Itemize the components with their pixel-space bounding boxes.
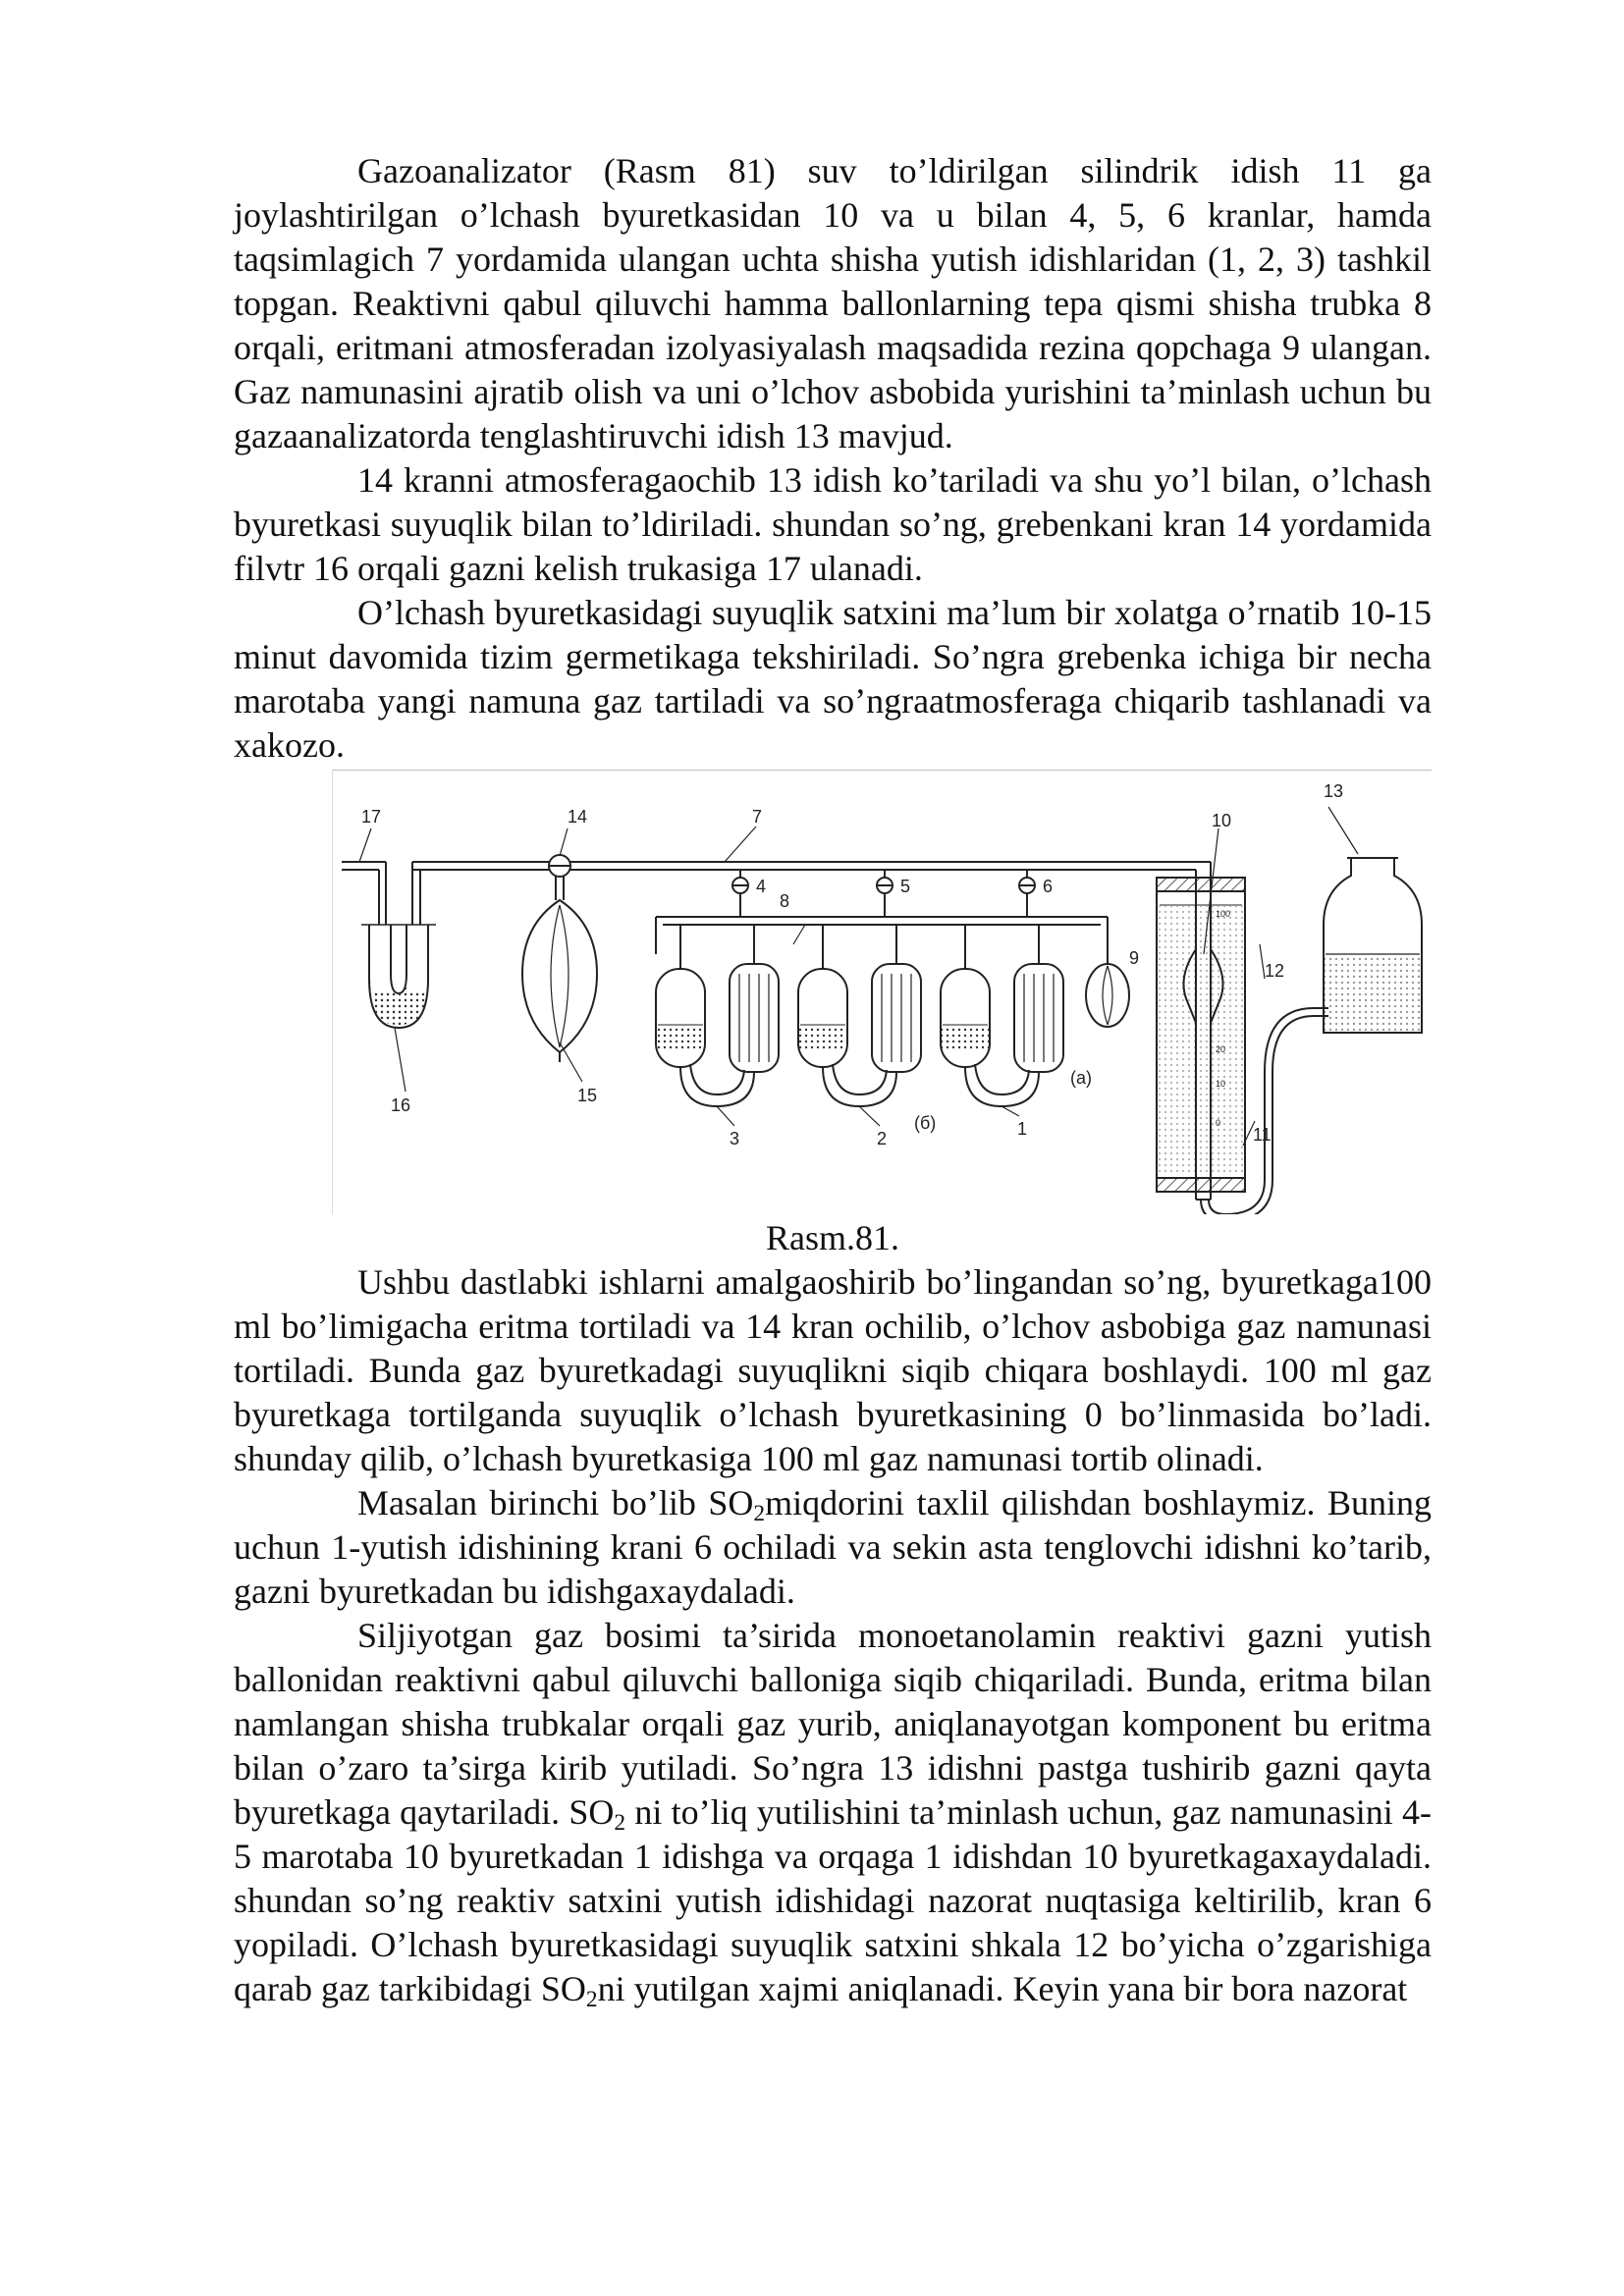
- label-12: 12: [1265, 961, 1285, 981]
- absorber-2: [798, 925, 921, 1106]
- paragraph-4: [234, 1260, 1432, 1481]
- scale-20: 20: [1216, 1044, 1226, 1054]
- label-15: 15: [577, 1086, 598, 1105]
- rubber-bag-9: [1086, 954, 1129, 1027]
- figure-81: [234, 768, 1432, 1214]
- absorber-3: [656, 925, 779, 1106]
- label-13: 13: [1324, 781, 1344, 801]
- absorber-1: [941, 925, 1063, 1106]
- label-10: 10: [1212, 811, 1232, 830]
- scale-100: 100: [1216, 909, 1231, 919]
- label-1: 1: [1017, 1119, 1028, 1139]
- label-a: (а): [1070, 1068, 1092, 1088]
- label-11: 11: [1253, 1125, 1272, 1145]
- label-4: 4: [756, 877, 767, 896]
- label-5: 5: [900, 877, 911, 896]
- label-6: 6: [1043, 877, 1054, 896]
- label-14: 14: [568, 807, 588, 827]
- label-2: 2: [877, 1129, 888, 1148]
- label-16: 16: [391, 1095, 411, 1115]
- document-page: [234, 149, 1432, 2011]
- label-b: (б): [914, 1113, 937, 1133]
- paragraph-2: 14 kranni atmosferagaochib 13 idish ko’tariladi va shu yo’l bilan, o’lchash byuretkasi suyuqlik bilan to’ldiriladi. shundan so’ng, grebenkani kran 14 yordamida filvtr 16 orqali gazni kelish trukasiga 17 ulanadi.: [234, 460, 1432, 588]
- subscript: 2: [585, 1986, 598, 2012]
- paragraph-6: [234, 1614, 1432, 2011]
- valve-5-icon: [877, 870, 893, 917]
- paragraph-1: Gazoanalizator (Rasm 81) suv to’ldirilgan silindrik idish 11 ga joylashtirilgan o’lchash byuretkasidan 10 va u bilan 4, 5, 6 kranlar, hamda taqsimlagich 7 yordamida ulangan uchta shisha yutish idishlaridan (1, 2, 3) tashkil topgan. Reaktivni qabul qiluvchi hamma ballonlarning tepa qismi shisha trubka 8 orqali, eritmani atmosferadan izolyasiyalash maqsadida rezina qopchaga 9 ulangan. Gaz namunasini ajratib olish va uni o’lchov asbobida yurishini ta’minlash uchun bu gazaanalizatorda tenglashtiruvchi idish 13 mavjud.: [234, 151, 1432, 455]
- water-jacket-11: [1157, 878, 1245, 1192]
- valve-4-icon: [732, 870, 748, 917]
- label-17: 17: [361, 807, 382, 827]
- subscript: 2: [753, 1500, 766, 1526]
- paragraph-6-text-c: ni yutilgan xajmi aniqlanadi. Keyin yana bir bora nazorat: [597, 1969, 1408, 2008]
- valve-6-icon: [1019, 870, 1035, 917]
- scale-10: 10: [1216, 1079, 1226, 1089]
- paragraph-5-text-b: miqdorini taxlil qilishdan boshlaymiz. Buning uchun 1-yutish idishining krani 6 ochiladi va sekin asta tenglovchi idishni ko’tarib, gazni byuretkadan bu idishgaxaydaladi.: [234, 1483, 1432, 1611]
- label-3: 3: [730, 1129, 740, 1148]
- gas-analyzer-diagram: [332, 768, 1432, 1214]
- paragraph-5-text-a: Masalan birinchi bo’lib SO: [357, 1483, 754, 1522]
- paragraph-4-text: Ushbu dastlabki ishlarni amalgaoshirib bo’lingandan so’ng, byuretkaga100 ml bo’limigacha eritma tortiladi va 14 kran ochilib, o’lchov asbobiga gaz namunasi tortiladi. Bunda gaz byuretkadagi suyuqlikni siqib chiqara boshlaydi. 100 ml gaz byuretkaga tortilganda suyuqlik o’lchash byuretkasining 0 bo’linmasida bo’ladi. shunday qilib, o’lchash byuretkasiga 100 ml gaz namunasi tortib olinadi.: [234, 1262, 1432, 1478]
- bulb-15: [522, 900, 597, 1052]
- paragraph-3: O’lchash byuretkasidagi suyuqlik satxini ma’lum bir xolatga o’rnatib 10-15 minut davomida tizim germetikaga tekshiriladi. So’ngra grebenka ichiga bir necha marotaba yangi namuna gaz tartiladi va so’ngraatmosferaga chiqarib tashlanadi va xakozo.: [234, 593, 1432, 765]
- subscript: 2: [614, 1809, 626, 1836]
- paragraph-6-text-a: Siljiyotgan gaz bosimi ta’sirida monoetanolamin reaktivi gazni yutish ballonidan reaktivni qabul qiluvchi balloniga siqib chiqariladi. Bunda, eritma bilan namlangan shisha trubkalar orqali gaz yurib, aniqlanayotgan komponent bu eritma bilan o’zaro ta’sirga kirib yutiladi. So’ngra 13 idishni pastga tushirib gazni qayta byuretkaga qaytariladi. SO: [234, 1616, 1432, 1832]
- scale-0: 0: [1216, 1118, 1221, 1128]
- label-8: 8: [780, 891, 790, 911]
- figure-caption: Rasm.81.: [765, 1218, 899, 1257]
- label-9: 9: [1129, 948, 1140, 968]
- levelling-vessel-13: [1324, 858, 1422, 1033]
- label-7: 7: [752, 807, 763, 827]
- paragraph-5: [234, 1481, 1432, 1614]
- paragraph-6-text-b: ni to’liq yutilishini ta’minlash uchun, gaz namunasini 4-5 marotaba 10 byuretkadan 1 idishga va orqaga 1 idishdan 10 byuretkagaxaydaladi. shundan so’ng reaktiv satxini yutish idishidagi nazorat nuqtasiga keltirilib, kran 6 yopiladi. O’lchash byuretkasidagi suyuqlik satxini shkala 12 bo’yicha o’zgarishiga qarab gaz tarkibidagi SO: [234, 1792, 1432, 2008]
